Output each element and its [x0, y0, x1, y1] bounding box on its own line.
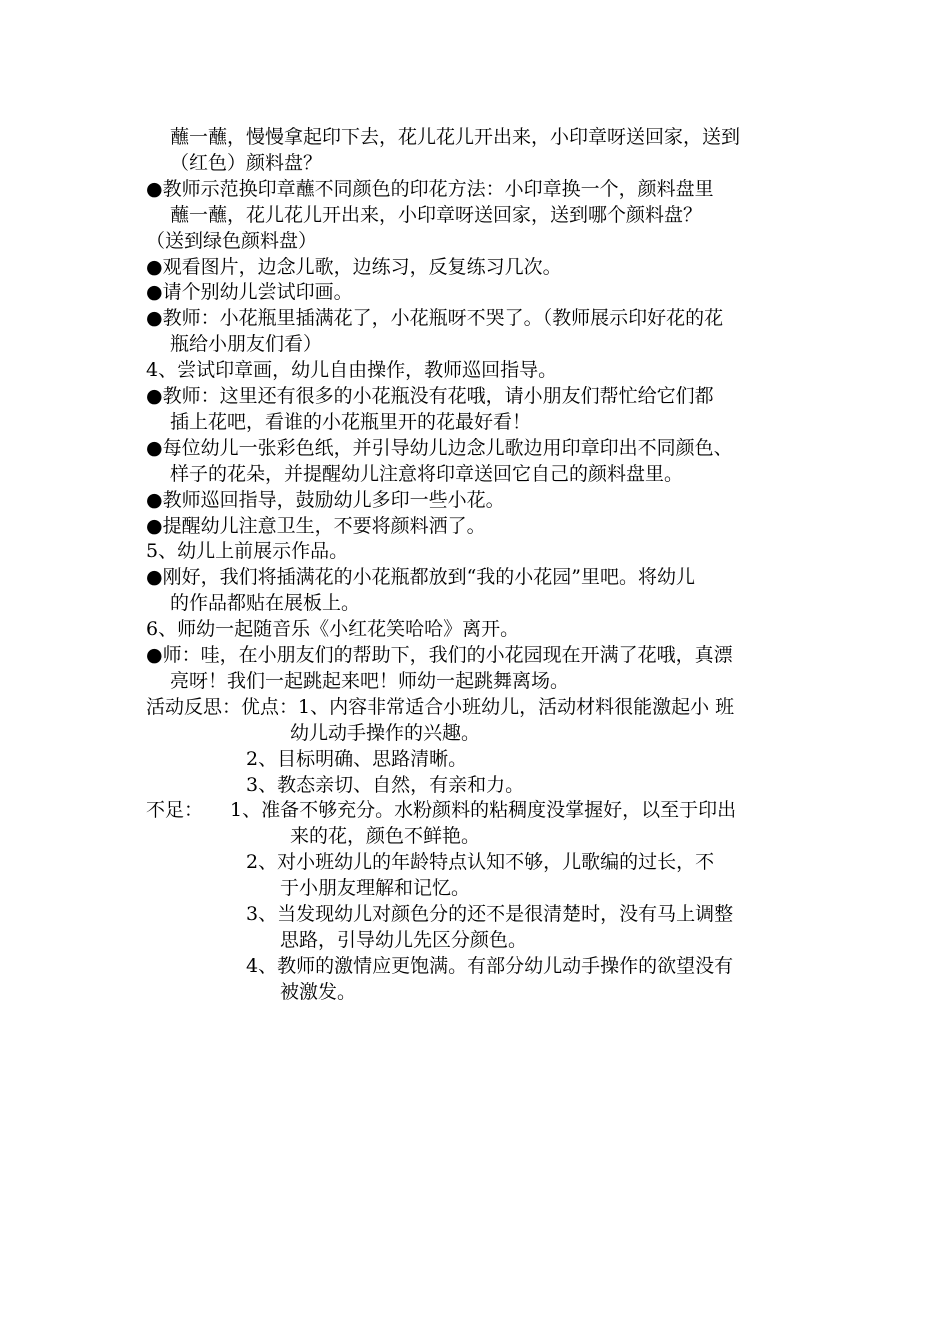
text-line: 来的花，颜色不鲜艳。 — [290, 825, 481, 847]
list-item: 1、准备不够充分。水粉颜料的粘稠度没掌握好，以至于印出 — [230, 799, 737, 821]
text-line: 思路，引导幼儿先区分颜色。 — [280, 929, 528, 951]
bullet-line: ●教师巡回指导，鼓励幼儿多印一些小花。 — [146, 489, 505, 511]
bullet-line: ●请个别幼儿尝试印画。 — [146, 281, 353, 303]
text-line: 被激发。 — [280, 981, 357, 1003]
text-line: 蘸一蘸，花儿花儿开出来，小印章呀送回家，送到哪个颜料盘？ — [170, 204, 703, 226]
reflection-heading: 活动反思：优点：1、内容非常适合小班幼儿，活动材料很能激起小 班 — [146, 696, 735, 718]
list-item: 3、当发现幼儿对颜色分的还不是很清楚时，没有马上调整 — [246, 903, 734, 925]
text-line: （送到绿色颜料盘） — [146, 230, 318, 252]
bullet-line: ●教师：这里还有很多的小花瓶没有花哦，请小朋友们帮忙给它们都 — [146, 385, 714, 407]
list-item: 2、对小班幼儿的年龄特点认知不够，儿歌编的过长，不 — [246, 851, 715, 873]
bullet-line: ●教师示范换印章蘸不同颜色的印花方法：小印章换一个，颜料盘里 — [146, 178, 714, 200]
text-line: 插上花吧，看谁的小花瓶里开的花最好看！ — [170, 411, 532, 433]
bullet-line: ●刚好，我们将插满花的小花瓶都放到“我的小花园”里吧。将幼儿 — [146, 566, 696, 588]
bullet-line: ●观看图片，边念儿歌，边练习，反复练习几次。 — [146, 256, 562, 278]
bullet-line: ●教师：小花瓶里插满花了，小花瓶呀不哭了。（教师展示印好花的花 — [146, 307, 724, 329]
list-item: 2、目标明确、思路清晰。 — [246, 748, 468, 770]
section-heading: 6、师幼一起随音乐《小红花笑哈哈》离开。 — [146, 618, 520, 640]
text-line: 蘸一蘸，慢慢拿起印下去，花儿花儿开出来，小印章呀送回家，送到 — [170, 126, 741, 148]
shortcomings-label: 不足： — [146, 799, 204, 821]
bullet-line: ●师：哇，在小朋友们的帮助下，我们的小花园现在开满了花哦，真漂 — [146, 644, 733, 666]
list-item: 3、教态亲切、自然，有亲和力。 — [246, 774, 525, 796]
text-line: 的作品都贴在展板上。 — [170, 592, 361, 614]
text-line: （红色）颜料盘？ — [170, 152, 323, 174]
section-heading: 5、幼儿上前展示作品。 — [146, 540, 349, 562]
section-heading: 4、尝试印章画，幼儿自由操作，教师巡回指导。 — [146, 359, 558, 381]
bullet-line: ●提醒幼儿注意卫生，不要将颜料洒了。 — [146, 515, 486, 537]
bullet-line: ●每位幼儿一张彩色纸，并引导幼儿边念儿歌边用印章印出不同颜色、 — [146, 437, 733, 459]
text-line: 幼儿动手操作的兴趣。 — [290, 722, 481, 744]
text-line: 于小朋友理解和记忆。 — [280, 877, 471, 899]
text-line: 瓶给小朋友们看） — [170, 333, 323, 355]
text-line: 样子的花朵，并提醒幼儿注意将印章送回它自己的颜料盘里。 — [170, 463, 684, 485]
text-line: 亮呀！我们一起跳起来吧！师幼一起跳舞离场。 — [170, 670, 570, 692]
list-item: 4、教师的激情应更饱满。有部分幼儿动手操作的欲望没有 — [246, 955, 734, 977]
